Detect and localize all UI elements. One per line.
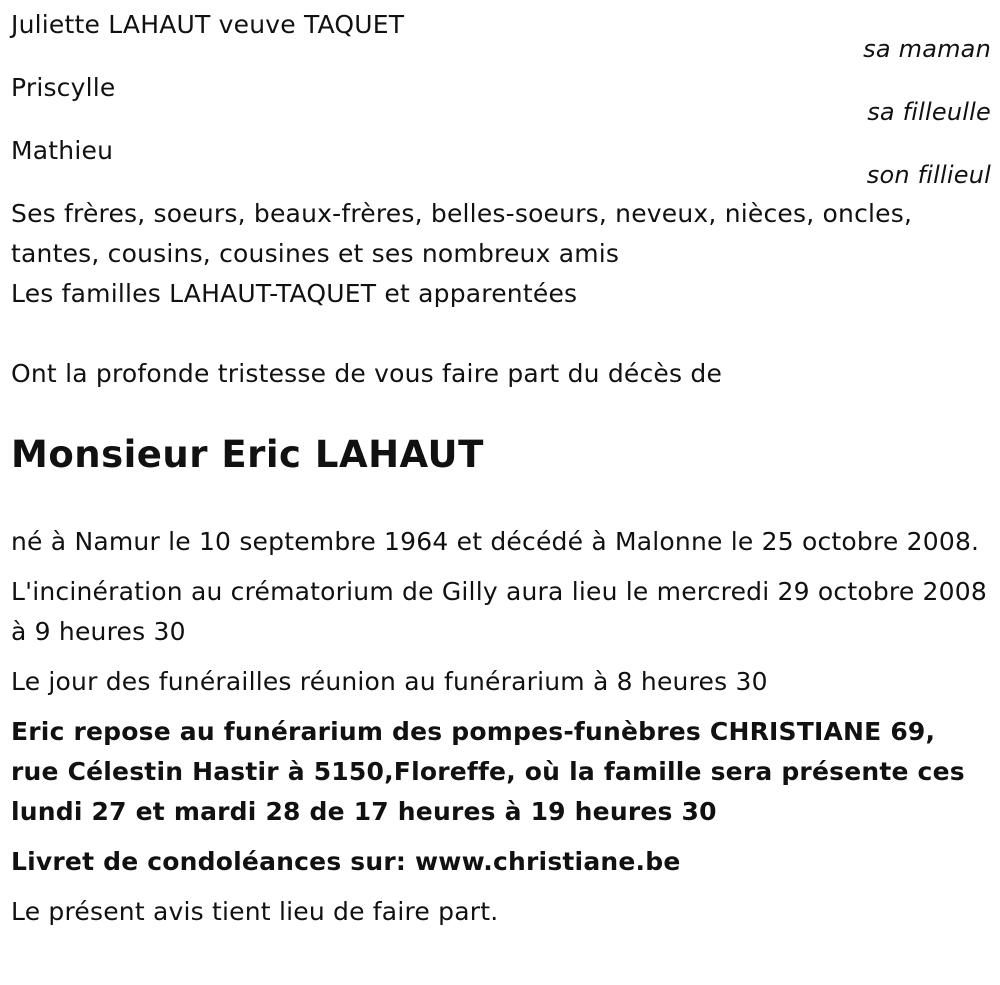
obituary-notice xyxy=(11,0,991,926)
extended-family-line: Ses frères, soeurs, beaux-frères, belles-soeurs, neveux, nièces, oncles, xyxy=(11,199,913,228)
family-member-relation: sa filleulle xyxy=(867,98,991,126)
meeting-info: Le jour des funérailles réunion au funérarium à 8 heures 30 xyxy=(11,667,768,696)
family-member-relation: son fillieul xyxy=(866,161,991,189)
notice-info: Le présent avis tient lieu de faire part. xyxy=(11,897,499,926)
funeral-details xyxy=(11,522,991,942)
announcement-intro: Ont la profonde tristesse de vous faire part du décès de xyxy=(11,359,723,388)
family-member-row xyxy=(11,0,991,63)
extended-family xyxy=(11,194,991,314)
family-member-name: Juliette LAHAUT veuve TAQUET xyxy=(11,10,405,39)
condolences-info: Livret de condoléances sur: www.christiane.be xyxy=(11,847,681,876)
extended-family-line: Les familles LAHAUT-TAQUET et apparentées xyxy=(11,279,578,308)
extended-family-line: tantes, cousins, cousines et ses nombreux amis xyxy=(11,239,620,268)
family-member-row xyxy=(11,126,991,189)
deceased-name: Monsieur Eric LAHAUT xyxy=(11,433,484,476)
family-member-row xyxy=(11,63,991,126)
family-member-relation: sa maman xyxy=(863,35,991,63)
viewing-info: Eric repose au funérarium des pompes-funèbres CHRISTIANE 69, rue Célestin Hastir à 5150,Floreffe, où la famille sera présente ces lundi 27 et mardi 28 de 17 heures à 19 heures 30 xyxy=(11,717,965,826)
birth-death-info: né à Namur le 10 septembre 1964 et décédé à Malonne le 25 octobre 2008. xyxy=(11,527,980,556)
family-member-name: Priscylle xyxy=(11,73,116,102)
family-member-name: Mathieu xyxy=(11,136,114,165)
cremation-info: L'incinération au crématorium de Gilly aura lieu le mercredi 29 octobre 2008 à 9 heures 30 xyxy=(11,577,987,646)
